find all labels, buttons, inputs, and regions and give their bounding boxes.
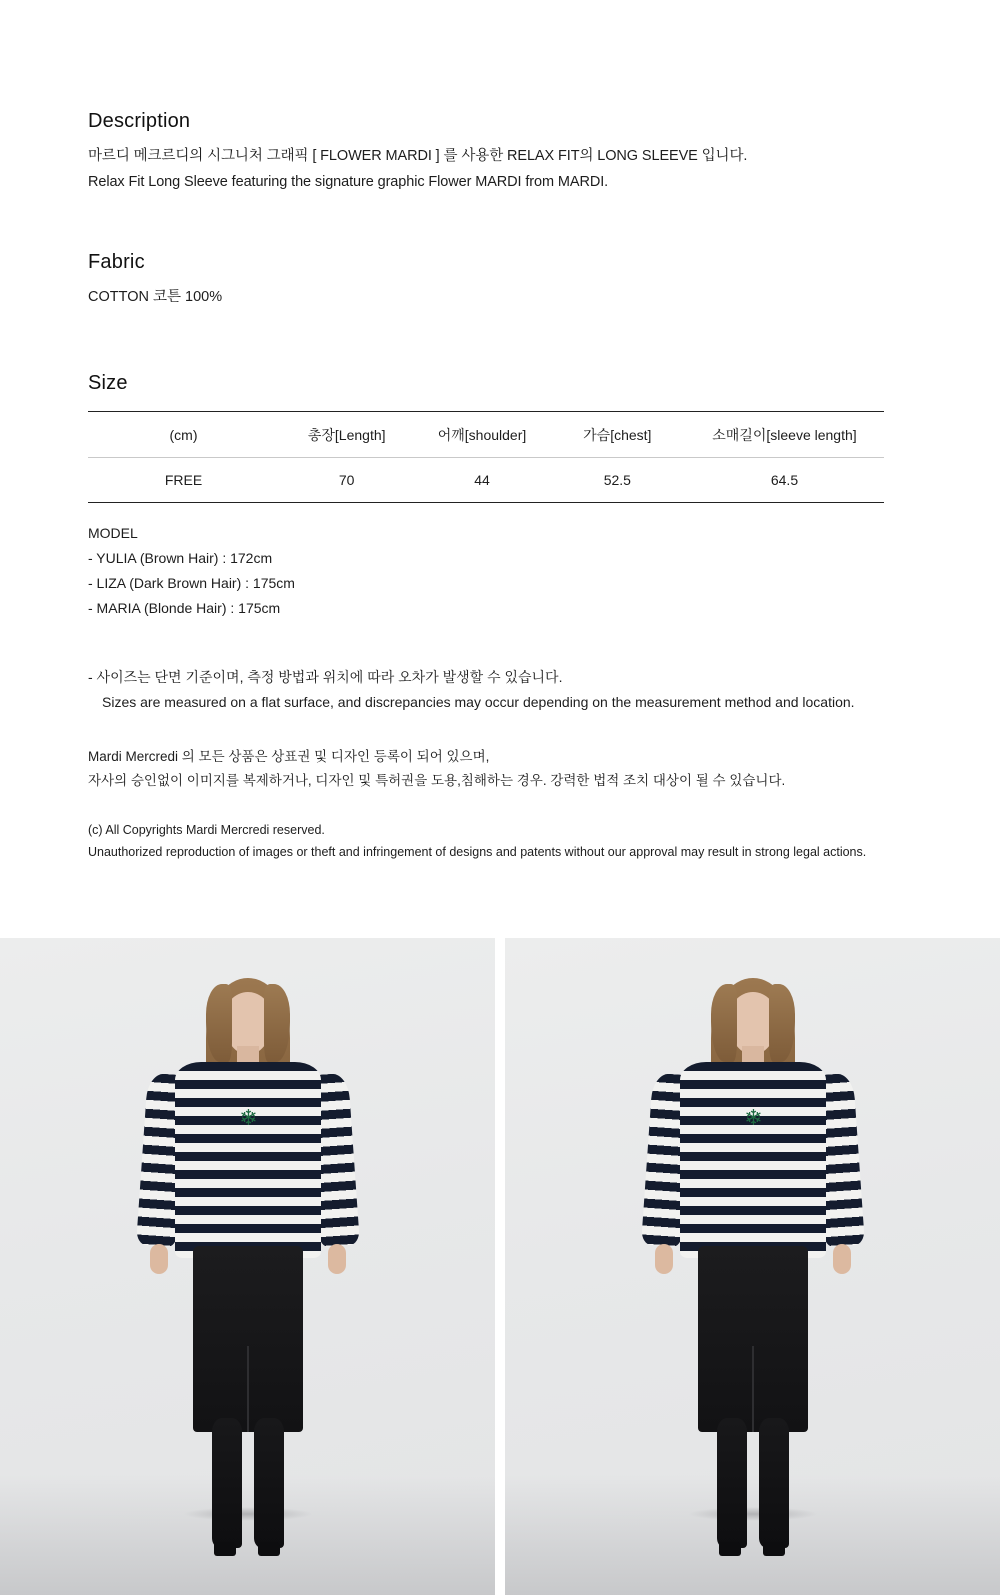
- size-cell-chest: 52.5: [550, 458, 685, 503]
- legal-line-2: 자사의 승인없이 이미지를 복제하거나, 디자인 및 특허권을 도용,침해하는 경우. 강력한 법적 조치 대상이 될 수 있습니다.: [88, 773, 786, 788]
- boot-heel-right: [763, 1542, 785, 1556]
- boot-left: [212, 1418, 242, 1548]
- product-photo-left: [0, 938, 495, 1595]
- striped-long-sleeve-shirt: [175, 1062, 321, 1258]
- model-label: MODEL: [88, 525, 138, 541]
- copyright-line-1: (c) All Copyrights Mardi Mercredi reserved.: [88, 823, 325, 837]
- size-cell-name: FREE: [88, 458, 279, 503]
- copyright-line-2: Unauthorized reproduction of images or theft and infringement of designs and patents without our approval may result in strong legal actions.: [88, 845, 867, 859]
- hair-front-left: [711, 984, 737, 1062]
- product-info-content: [88, 110, 900, 863]
- size-table-header-length: 총장[Length]: [279, 412, 414, 458]
- product-photo-right: [505, 938, 1000, 1595]
- product-photo-gallery: [0, 938, 1000, 1595]
- flower-logo-icon: ❄: [239, 1105, 258, 1130]
- size-table-header-shoulder: 어깨[shoulder]: [414, 412, 549, 458]
- size-section: [88, 372, 900, 621]
- size-table: [88, 411, 884, 503]
- description-text-english: Relax Fit Long Sleeve featuring the signature graphic Flower MARDI from MARDI.: [88, 174, 609, 190]
- striped-long-sleeve-shirt: [680, 1062, 826, 1258]
- boot-right: [759, 1418, 789, 1548]
- fabric-section: [88, 251, 900, 310]
- hand-right: [833, 1244, 851, 1274]
- model-line-yulia: - YULIA (Brown Hair) : 172cm: [88, 550, 273, 566]
- flower-logo-icon: ❄: [744, 1105, 763, 1130]
- hand-left: [655, 1244, 673, 1274]
- size-table-header-unit: (cm): [88, 412, 279, 458]
- boot-heel-right: [258, 1542, 280, 1556]
- boot-heel-left: [719, 1542, 741, 1556]
- skirt-slit: [752, 1346, 754, 1432]
- boot-heel-left: [214, 1542, 236, 1556]
- size-cell-length: 70: [279, 458, 414, 503]
- fabric-value: COTTON 코튼 100%: [88, 289, 223, 305]
- boot-left: [717, 1418, 747, 1548]
- measurement-note-korean: - 사이즈는 단면 기준이며, 측정 방법과 위치에 따라 오차가 발생할 수 있습니다.: [88, 669, 563, 685]
- table-row: [88, 458, 884, 503]
- model-line-liza: - LIZA (Dark Brown Hair) : 175cm: [88, 575, 295, 591]
- size-cell-sleeve: 64.5: [685, 458, 884, 503]
- hair-front-left: [206, 984, 232, 1062]
- copyright-section: [88, 819, 900, 863]
- model-figure: [133, 978, 363, 1595]
- skirt-slit: [247, 1346, 249, 1432]
- measurement-note-section: [88, 665, 900, 715]
- model-info: [88, 521, 900, 621]
- size-table-header-sleeve: 소매길이[sleeve length]: [685, 412, 884, 458]
- model-figure: [638, 978, 868, 1595]
- size-table-header-chest: 가슴[chest]: [550, 412, 685, 458]
- description-text-korean: 마르디 메크르디의 시그니처 그래픽 [ FLOWER MARDI ] 를 사용한 RELAX FIT의 LONG SLEEVE 입니다.: [88, 148, 748, 164]
- model-line-maria: - MARIA (Blonde Hair) : 175cm: [88, 600, 281, 616]
- legal-line-1: Mardi Mercredi 의 모든 상품은 상표권 및 디자인 등록이 되어 있으며,: [88, 749, 490, 764]
- hand-right: [328, 1244, 346, 1274]
- measurement-note-english: Sizes are measured on a flat surface, and discrepancies may occur depending on the measurement method and location.: [102, 694, 855, 710]
- fabric-heading: Fabric: [88, 251, 145, 273]
- boot-right: [254, 1418, 284, 1548]
- description-heading: Description: [88, 110, 191, 132]
- size-heading: Size: [88, 372, 128, 394]
- description-section: [88, 110, 900, 195]
- size-cell-shoulder: 44: [414, 458, 549, 503]
- size-table-header-row: [88, 412, 884, 458]
- legal-notice-section: [88, 745, 900, 793]
- hand-left: [150, 1244, 168, 1274]
